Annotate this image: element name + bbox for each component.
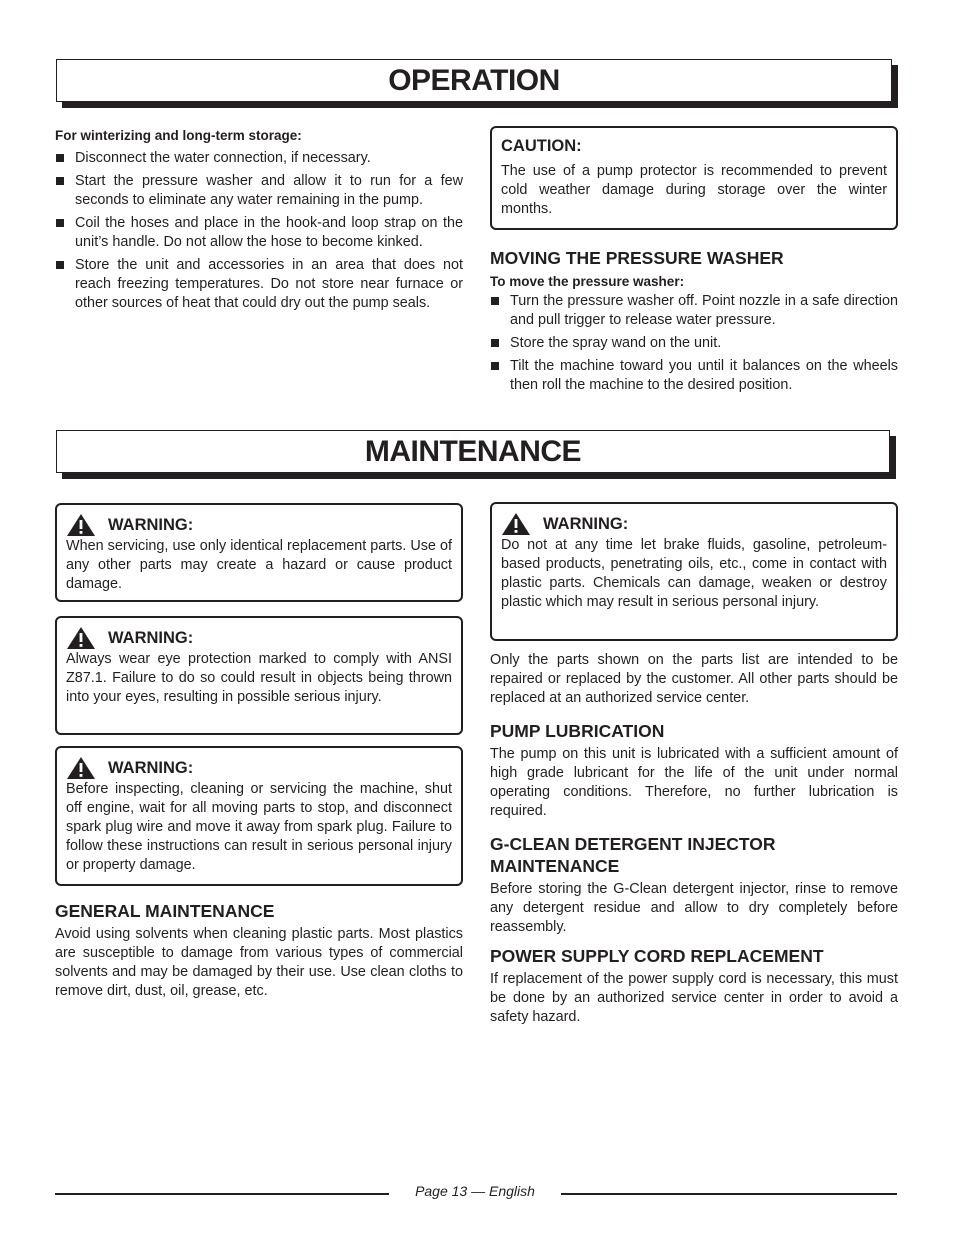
caution-box [490, 126, 898, 230]
warning-box [55, 746, 463, 886]
moving-heading: MOVING THE PRESSURE WASHER [490, 248, 784, 268]
moving-list [490, 292, 898, 395]
maintenance-title: MAINTENANCE [364, 435, 582, 468]
warning-text: When servicing, use only identical replacement parts. Use of any other parts may create a hazard or cause product damage. [66, 538, 452, 592]
footer-rule-right [561, 1193, 897, 1195]
bullet-square-icon [56, 261, 64, 269]
pump-lubrication-text: The pump on this unit is lubricated with a sufficient amount of high grade lubricant for the life of the unit under normal operating conditions. Therefore, no further lubrication is required. [490, 746, 898, 819]
winterizing-list [55, 149, 463, 313]
bullet-square-icon [491, 297, 499, 305]
bullet-square-icon [56, 219, 64, 227]
list-item: Turn the pressure washer off. Point nozzle in a safe direction and pull trigger to release water pressure. [490, 292, 898, 330]
warning-text: Before inspecting, cleaning or servicing the machine, shut off engine, wait for all moving parts to stop, and disconnect spark plug wire and move it away from spark plug. Failure to follow these instructions can result in serious personal injury or property damage. [66, 781, 452, 873]
page-footer: Page 13 — English [415, 1183, 535, 1199]
maintenance-right-section [490, 651, 898, 1027]
pump-lubrication-heading: PUMP LUBRICATION [490, 721, 665, 741]
warning-box [55, 503, 463, 602]
caution-title: CAUTION: [501, 137, 582, 155]
list-item: Store the unit and accessories in an area that does not reach freezing temperatures. Do not store near furnace or other sources of heat that could dry out the pump seals. [55, 256, 463, 313]
warning-text: Always wear eye protection marked to comply with ANSI Z87.1. Failure to do so could result in objects being thrown into your eyes, resulting in possible serious injury. [66, 651, 452, 705]
maintenance-banner [56, 430, 890, 473]
warning-triangle-icon [66, 626, 96, 650]
warning-title: WARNING: [66, 513, 452, 537]
list-item: Tilt the machine toward you until it balances on the wheels then roll the machine to the desired position. [490, 357, 898, 395]
warning-title: WARNING: [66, 756, 452, 780]
warning-triangle-icon [66, 513, 96, 537]
warning-title: WARNING: [501, 512, 887, 536]
warning-title: WARNING: [66, 626, 452, 650]
general-maintenance-text: Avoid using solvents when cleaning plastic parts. Most plastics are susceptible to damage from various types of commercial solvents and may be damaged by their use. Use clean cloths to remove dirt, dust, oil, grease, etc. [55, 926, 463, 999]
moving-subheading: To move the pressure washer: [490, 274, 685, 289]
general-maintenance-section [55, 900, 463, 1001]
winterizing-section [55, 126, 463, 317]
list-item: Coil the hoses and place in the hook-and loop strap on the unit’s handle. Do not allow the hose to become kinked. [55, 214, 463, 252]
list-item: Store the spray wand on the unit. [490, 334, 898, 353]
warning-box [490, 502, 898, 641]
operation-title: OPERATION [388, 64, 560, 97]
cord-replacement-heading: POWER SUPPLY CORD REPLACEMENT [490, 946, 824, 966]
bullet-square-icon [56, 154, 64, 162]
cord-replacement-text: If replacement of the power supply cord is necessary, this must be done by an authorized service center in order to avoid a safety hazard. [490, 971, 898, 1025]
gclean-heading: G-CLEAN DETERGENT INJECTOR MAINTENANCE [490, 834, 776, 876]
footer-rule-left [55, 1193, 389, 1195]
warning-box [55, 616, 463, 735]
winterizing-heading: For winterizing and long-term storage: [55, 128, 302, 143]
parts-text: Only the parts shown on the parts list are intended to be repaired or replaced by the customer. All other parts should be replaced at an authorized service center. [490, 652, 898, 706]
bullet-square-icon [56, 177, 64, 185]
general-maintenance-heading: GENERAL MAINTENANCE [55, 901, 275, 921]
operation-banner [56, 59, 892, 102]
gclean-text: Before storing the G-Clean detergent injector, rinse to remove any detergent residue and allow to dry completely before reassembly. [490, 881, 898, 935]
moving-section [490, 247, 898, 399]
warning-triangle-icon [66, 756, 96, 780]
caution-text: The use of a pump protector is recommended to prevent cold weather damage during storage over the winter months. [501, 163, 887, 217]
bullet-square-icon [491, 362, 499, 370]
warning-triangle-icon [501, 512, 531, 536]
warning-text: Do not at any time let brake fluids, gasoline, petroleum-based products, penetrating oils, etc., come in contact with plastic parts. Chemicals can damage, weaken or destroy plastic which may result in serious personal injury. [501, 537, 887, 610]
list-item: Disconnect the water connection, if necessary. [55, 149, 463, 168]
list-item: Start the pressure washer and allow it to run for a few seconds to eliminate any water remaining in the pump. [55, 172, 463, 210]
bullet-square-icon [491, 339, 499, 347]
